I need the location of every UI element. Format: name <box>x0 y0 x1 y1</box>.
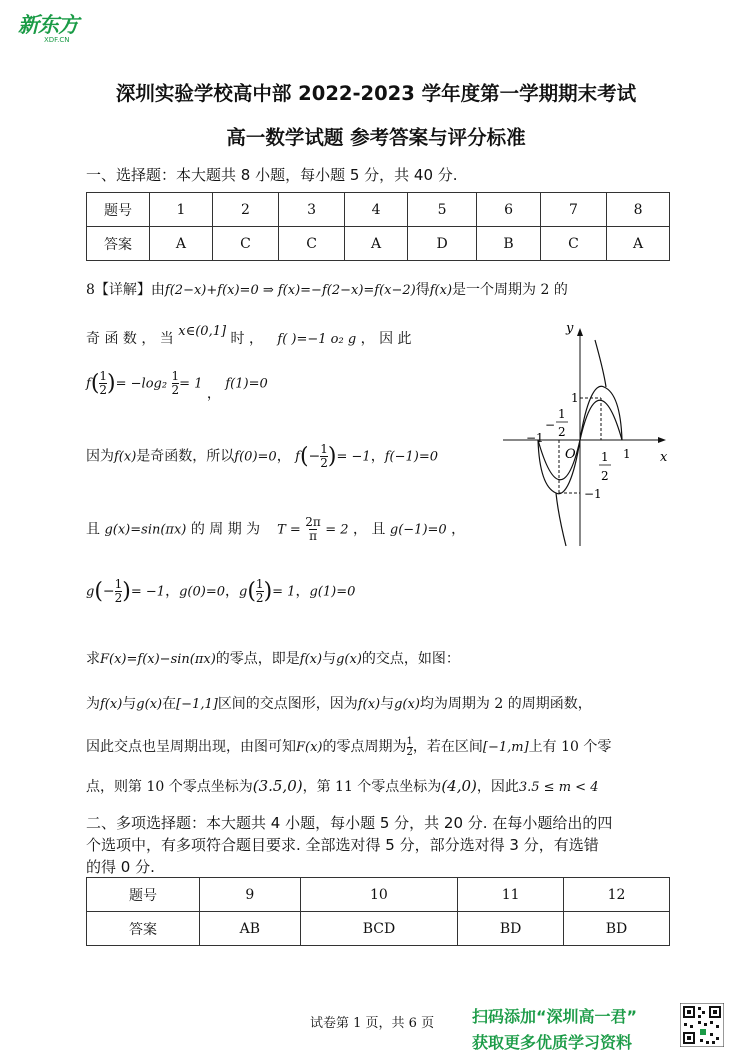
table-row <box>87 912 670 946</box>
answer-cell: B <box>477 227 541 261</box>
y-axis-label: y <box>566 321 574 336</box>
math-condition: x∈(0,1] <box>178 324 227 339</box>
text: 求 <box>86 651 100 667</box>
f-curve-upper <box>595 340 606 387</box>
question-number-cell: 5 <box>408 193 477 227</box>
question-number-cell: 8 <box>607 193 670 227</box>
question-number-cell: 6 <box>477 193 541 227</box>
x-axis-label: x <box>660 450 668 465</box>
solution-line-6: g(− $\frac{1}{2}$ )= −1，g(0)=0，g( $\frac{1}{2}$ )= 1，g(1)=0 <box>86 577 356 605</box>
math-g: g <box>86 584 95 600</box>
math-point: (4,0) <box>441 777 477 795</box>
answer-cell: C <box>212 227 278 261</box>
math-fx: f(x) <box>114 449 137 465</box>
origin-label: O <box>565 447 576 462</box>
y-tick-label: − <box>545 418 556 432</box>
solution-line-10 <box>86 776 598 796</box>
solution-line-9 <box>86 736 611 758</box>
text: 的交点，如图： <box>361 651 460 667</box>
section1-heading: 一、选择题：本大题共 8 小题，每小题 5 分，共 40 分. <box>86 166 458 184</box>
question-number-cell: 4 <box>345 193 408 227</box>
math-fx: f(x) <box>429 283 453 298</box>
math-T: T = <box>277 522 301 538</box>
y-tick-label: −1 <box>584 487 602 501</box>
page-footer: 试卷第 1 页，共 6 页 <box>310 1016 435 1031</box>
logo-subtext: XDF.CN <box>44 36 70 44</box>
math-gx: g(x) <box>136 697 163 712</box>
text: 与 <box>122 696 137 712</box>
answer-table-2 <box>86 877 670 946</box>
answer-table-1 <box>86 192 670 261</box>
text: 是一个周期为 2 的 <box>452 282 568 298</box>
text: 奇 函 数 ， 当 <box>86 331 174 347</box>
tick-numerator: 1 <box>601 450 609 464</box>
tick-denominator: 2 <box>558 425 566 439</box>
text: 的零点周期为 <box>322 739 407 755</box>
question-number-cell: 12 <box>564 878 670 912</box>
text: 且 <box>86 521 100 538</box>
answer-cell: BCD <box>300 912 457 946</box>
math-g0: g(0)=0 <box>179 584 225 600</box>
math-f: f <box>86 376 91 392</box>
text: 与 <box>380 696 395 712</box>
answer-cell: BD <box>564 912 670 946</box>
exam-title: 深圳实验学校高中部 2022-2023 学年度第一学期期末考试 <box>115 82 637 105</box>
fraction-half: $\frac{1}{2}$ <box>320 442 328 470</box>
text: ， <box>370 448 385 465</box>
math-F: F(x) <box>296 740 323 755</box>
math-eq: = −1 <box>336 449 371 465</box>
solution-label: 8【详解】由 <box>86 282 165 298</box>
math-gm1: g(−1)=0 <box>389 522 447 538</box>
text: 点，则第 10 个零点坐标为 <box>86 779 253 795</box>
exam-subtitle: 高一数学试题 参考答案与评分标准 <box>226 126 526 149</box>
text: ， <box>276 448 291 465</box>
text: ， <box>165 583 180 600</box>
text: ， <box>225 583 239 600</box>
math-f0: f(0)=0 <box>234 449 277 465</box>
solution-line-4: 因为f(x)是奇函数，所以f(0)=0， f(− $\frac{1}{2}$ )= −1，f(−1)=0 <box>86 442 439 470</box>
text: ，第 11 个零点坐标为 <box>302 779 442 795</box>
solution-line-2 <box>86 324 490 348</box>
fraction-half: $\frac{1}{2}$ <box>255 577 264 605</box>
math-g: g <box>239 584 248 600</box>
answer-cell: A <box>607 227 670 261</box>
math-g: g(x)=sin(πx) <box>104 522 187 538</box>
solution-line-3: f( $\frac{1}{2}$ )= −log₂ $\frac{1}{2}$ = 1 ， f(1)=0 <box>86 369 268 402</box>
math-fm1: f(−1)=0 <box>384 449 439 465</box>
math-eq: = 1 <box>272 584 296 600</box>
math-fx: f(x) <box>299 652 323 667</box>
math-interval: [−1,m] <box>482 740 529 755</box>
section2-heading <box>86 812 612 878</box>
tick-denominator: 2 <box>601 469 609 483</box>
math-gx: g(x) <box>336 652 362 667</box>
math-gx: g(x) <box>394 697 420 712</box>
answer-cell: A <box>345 227 408 261</box>
question-number-cell: 7 <box>540 193 606 227</box>
text: ，因此 <box>476 779 519 795</box>
math-expression: f(2−x)+f(x)=0 ⇒ f(x)=−f(2−x)=f(x−2) <box>164 283 416 298</box>
brand-logo <box>18 14 88 48</box>
f-curve-lower <box>556 493 566 546</box>
x-tick-label: 1 <box>623 447 631 461</box>
qr-code-icon[interactable] <box>680 1003 724 1047</box>
math-fx: f(x) <box>357 697 381 712</box>
table-header-cell: 答案 <box>87 912 200 946</box>
text: 上有 10 个零 <box>528 739 612 755</box>
math-F: F(x)=f(x)−sin(πx) <box>100 652 216 667</box>
table-header-cell: 答案 <box>87 227 150 261</box>
promo-line-1: 扫码添加“深圳高一君” <box>472 1007 638 1026</box>
section2-line: 的得 0 分. <box>86 858 155 876</box>
math-interval: [−1,1] <box>176 697 218 712</box>
text: ， <box>451 521 466 538</box>
math-eq: = −1 <box>130 584 166 600</box>
math-f: f <box>295 449 300 465</box>
text: 的零点，即是 <box>215 651 300 667</box>
text: 是奇函数，所以 <box>136 448 235 465</box>
answer-cell: C <box>279 227 345 261</box>
fraction-half: $\frac{1}{2}$ <box>114 577 123 605</box>
x-tick-label: −1 <box>526 431 544 445</box>
text: 时 ， <box>230 331 263 347</box>
function-graph <box>498 318 678 548</box>
question-number-cell: 2 <box>212 193 278 227</box>
table-header-cell: 题号 <box>87 878 200 912</box>
question-number-cell: 1 <box>150 193 213 227</box>
logo-text: 新东方 <box>18 13 78 37</box>
y-tick-label: 1 <box>571 391 579 405</box>
fraction-half: $\frac{1}{2}$ <box>406 735 413 758</box>
answer-cell: AB <box>200 912 301 946</box>
table-header-cell: 题号 <box>87 193 150 227</box>
fraction-half: $\frac{1}{2}$ <box>99 369 108 397</box>
math-fx: f(x) <box>100 697 123 712</box>
text: 为 <box>86 696 100 712</box>
text: 与 <box>322 651 337 667</box>
section2-line: 二、多项选择题：本大题共 4 小题，每小题 5 分，共 20 分. 在每小题给出的四 <box>86 814 613 832</box>
text: 区间的交点图形，因为 <box>217 696 358 712</box>
text: ， 因 此 <box>360 331 412 347</box>
math-result: 3.5 ≤ m < 4 <box>518 780 599 795</box>
fraction-period: $\frac{2\pi}{\pi}$ <box>305 515 321 543</box>
math-definition: f( )=−1 o₂ g <box>277 332 357 347</box>
math-eq: = 2 <box>325 522 349 538</box>
math-eq: = 1 <box>179 376 203 392</box>
math-eq: = −log₂ <box>115 376 168 392</box>
answer-cell: BD <box>458 912 564 946</box>
solution-line-1 <box>86 279 568 299</box>
fraction-half: $\frac{1}{2}$ <box>171 369 180 397</box>
answer-cell: D <box>408 227 477 261</box>
question-number-cell: 3 <box>279 193 345 227</box>
text: ， <box>206 385 221 402</box>
math-g1: g(1)=0 <box>309 584 356 600</box>
table-row <box>87 878 670 912</box>
answer-cell: A <box>150 227 213 261</box>
promo-line-2: 获取更多优质学习资料 <box>472 1033 633 1052</box>
question-number-cell: 10 <box>300 878 457 912</box>
text: ，若在区间 <box>412 739 483 755</box>
table-row <box>87 227 670 261</box>
text: 在 <box>162 696 177 712</box>
solution-line-8 <box>86 693 592 713</box>
solution-line-7 <box>86 648 460 668</box>
section2-line: 个选项中，有多项符合题目要求. 全部选对得 5 分，部分选对得 3 分，有选错 <box>86 836 599 854</box>
table-row <box>87 193 670 227</box>
answer-cell: C <box>540 227 606 261</box>
question-number-cell: 9 <box>200 878 301 912</box>
text: 得 <box>415 282 430 298</box>
math-point: (3.5,0) <box>252 777 303 795</box>
tick-numerator: 1 <box>558 407 566 421</box>
question-number-cell: 11 <box>458 878 564 912</box>
text: 的 周 期 为 <box>190 521 261 538</box>
text: 均为周期为 2 的周期函数， <box>419 696 592 712</box>
solution-line-5 <box>86 516 465 543</box>
text: 因为 <box>86 448 114 465</box>
text: ， 且 <box>352 521 386 538</box>
text: ， <box>295 583 310 600</box>
math-f1: f(1)=0 <box>225 376 268 392</box>
text: 因此交点也呈周期出现，由图可知 <box>86 739 296 755</box>
